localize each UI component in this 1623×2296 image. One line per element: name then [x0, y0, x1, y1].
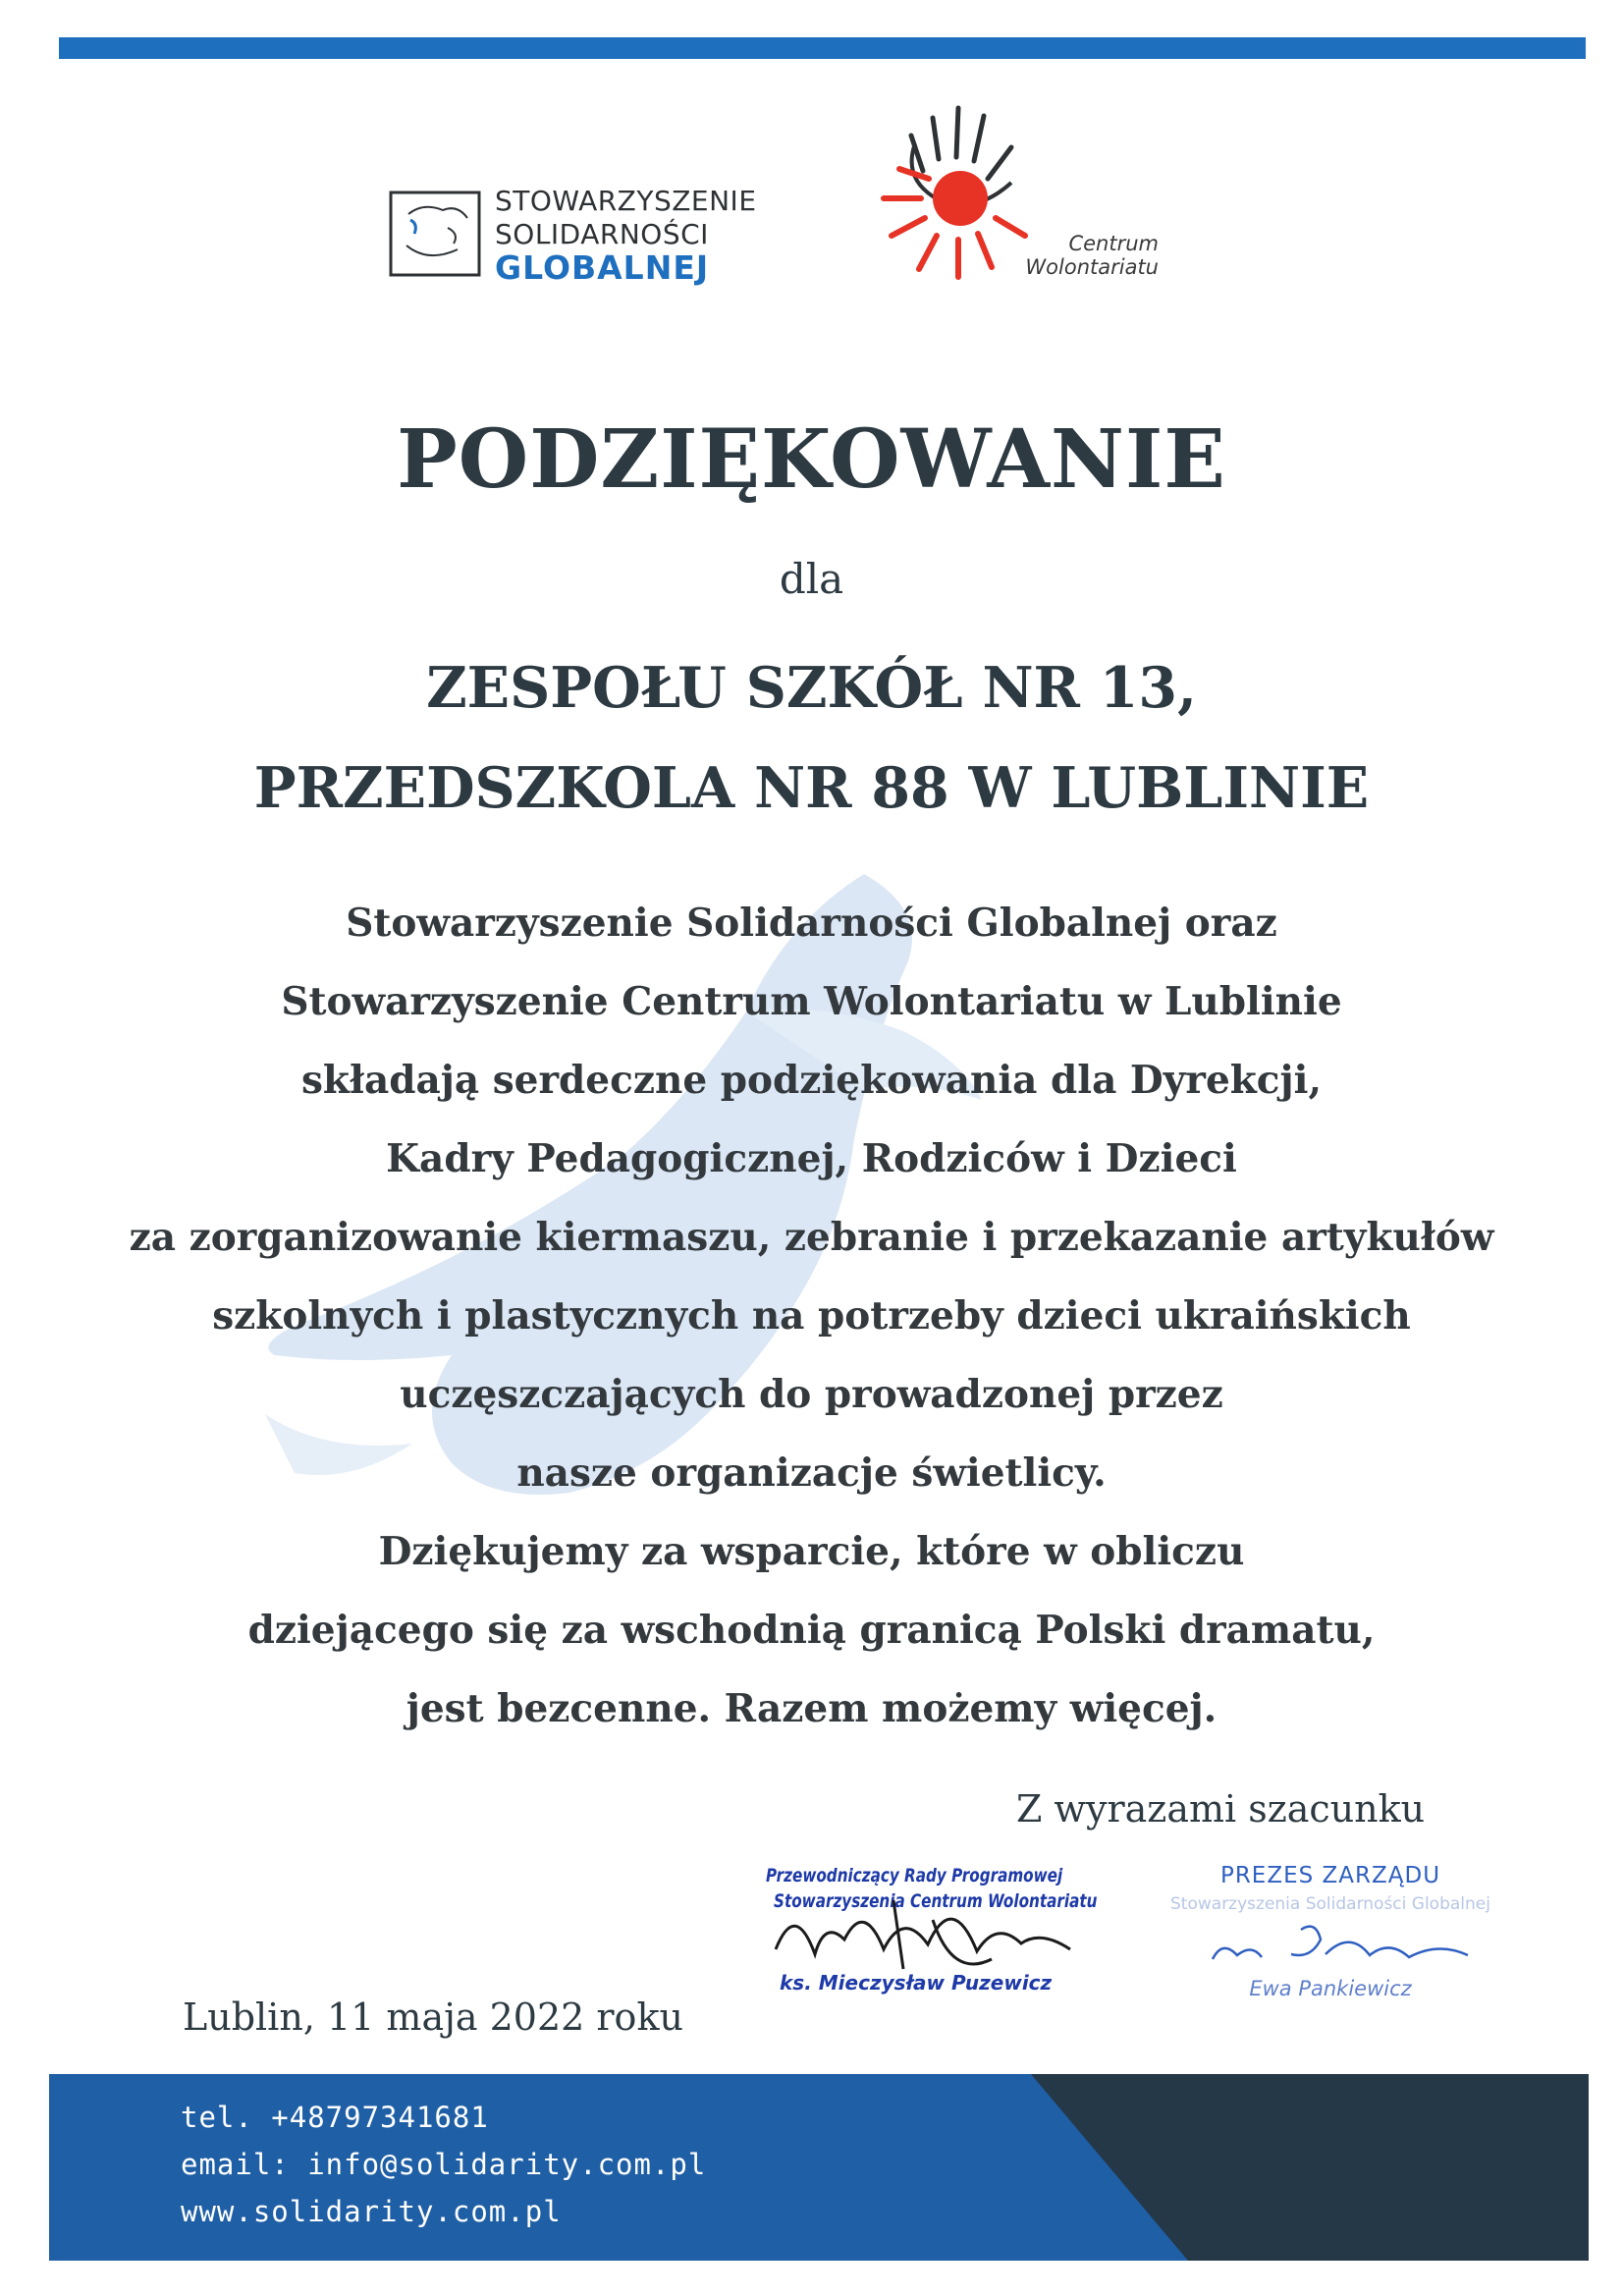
- body-line: uczęszczających do prowadzonej przez: [400, 1372, 1223, 1417]
- body-line: szkolnych i plastycznych na potrzeby dzieci ukraińskich: [212, 1293, 1411, 1339]
- footer-website[interactable]: www.solidarity.com.pl: [181, 2195, 562, 2228]
- cw-logo-line2: Wolontariatu: [1025, 255, 1159, 279]
- ssg-logo-line1: STOWARZYSZENIE: [495, 185, 757, 217]
- ssg-logo-line3: GLOBALNEJ: [495, 248, 710, 287]
- stamp-line2: Stowarzyszenia Centrum Wolontariatu: [774, 1890, 1098, 1912]
- body-line: jest bezcenne. Razem możemy więcej.: [406, 1686, 1217, 1731]
- ssg-logo: [389, 185, 762, 289]
- ssg-logo-line2: SOLIDARNOŚCI: [495, 218, 709, 250]
- footer-email[interactable]: email: info@solidarity.com.pl: [181, 2148, 707, 2181]
- closing-text: Z wyrazami szacunku: [1016, 1787, 1426, 1831]
- recipient-line1: ZESPOŁU SZKÓŁ NR 13,: [426, 655, 1197, 721]
- for-word: dla: [779, 555, 844, 603]
- body-line: Kadry Pedagogicznej, Rodziców i Dzieci: [386, 1136, 1237, 1181]
- footer: [49, 2074, 1589, 2261]
- body-line: nasze organizacje świetlicy.: [516, 1450, 1107, 1496]
- place-and-date: Lublin, 11 maja 2022 roku: [183, 1995, 683, 2039]
- document-title: PODZIĘKOWANIE: [397, 412, 1226, 507]
- recipient: [0, 638, 1623, 839]
- body-line: za zorganizowanie kiermaszu, zebranie i przekazanie artykułów: [129, 1215, 1494, 1260]
- body-line: Dziękujemy za wsparcie, które w obliczu: [378, 1529, 1245, 1574]
- body-line: dziejącego się za wschodnią granicą Polski dramatu,: [247, 1608, 1376, 1653]
- footer-phone: tel. +48797341681: [181, 2101, 489, 2134]
- body-line: Stowarzyszenie Solidarności Globalnej oraz: [346, 901, 1277, 946]
- signature-left: [756, 1861, 1119, 2008]
- body-line: Stowarzyszenie Centrum Wolontariatu w Lublinie: [281, 979, 1342, 1024]
- signatory-right-organization: Stowarzyszenia Solidarności Globalnej: [1170, 1894, 1490, 1914]
- cw-logo: [864, 88, 1159, 295]
- signatory-left-name: ks. Mieczysław Puzewicz: [780, 1971, 1053, 1995]
- signatory-right-title: PREZES ZARZĄDU: [1219, 1863, 1441, 1888]
- recipient-line2: PRZEDSZKOLA NR 88 W LUBLINIE: [253, 755, 1370, 821]
- body-text: [0, 884, 1623, 1748]
- body-line: składają serdeczne podziękowania dla Dyrekcji,: [300, 1058, 1323, 1103]
- signature-right: [1144, 1861, 1517, 2008]
- cw-logo-line1: Centrum: [1068, 232, 1159, 255]
- top-accent-bar: [59, 37, 1586, 59]
- stamp-line1: Przewodniczący Rady Programowej: [766, 1865, 1063, 1886]
- signatory-right-name: Ewa Pankiewicz: [1249, 1977, 1412, 2000]
- globe-emblem-icon: [389, 185, 485, 283]
